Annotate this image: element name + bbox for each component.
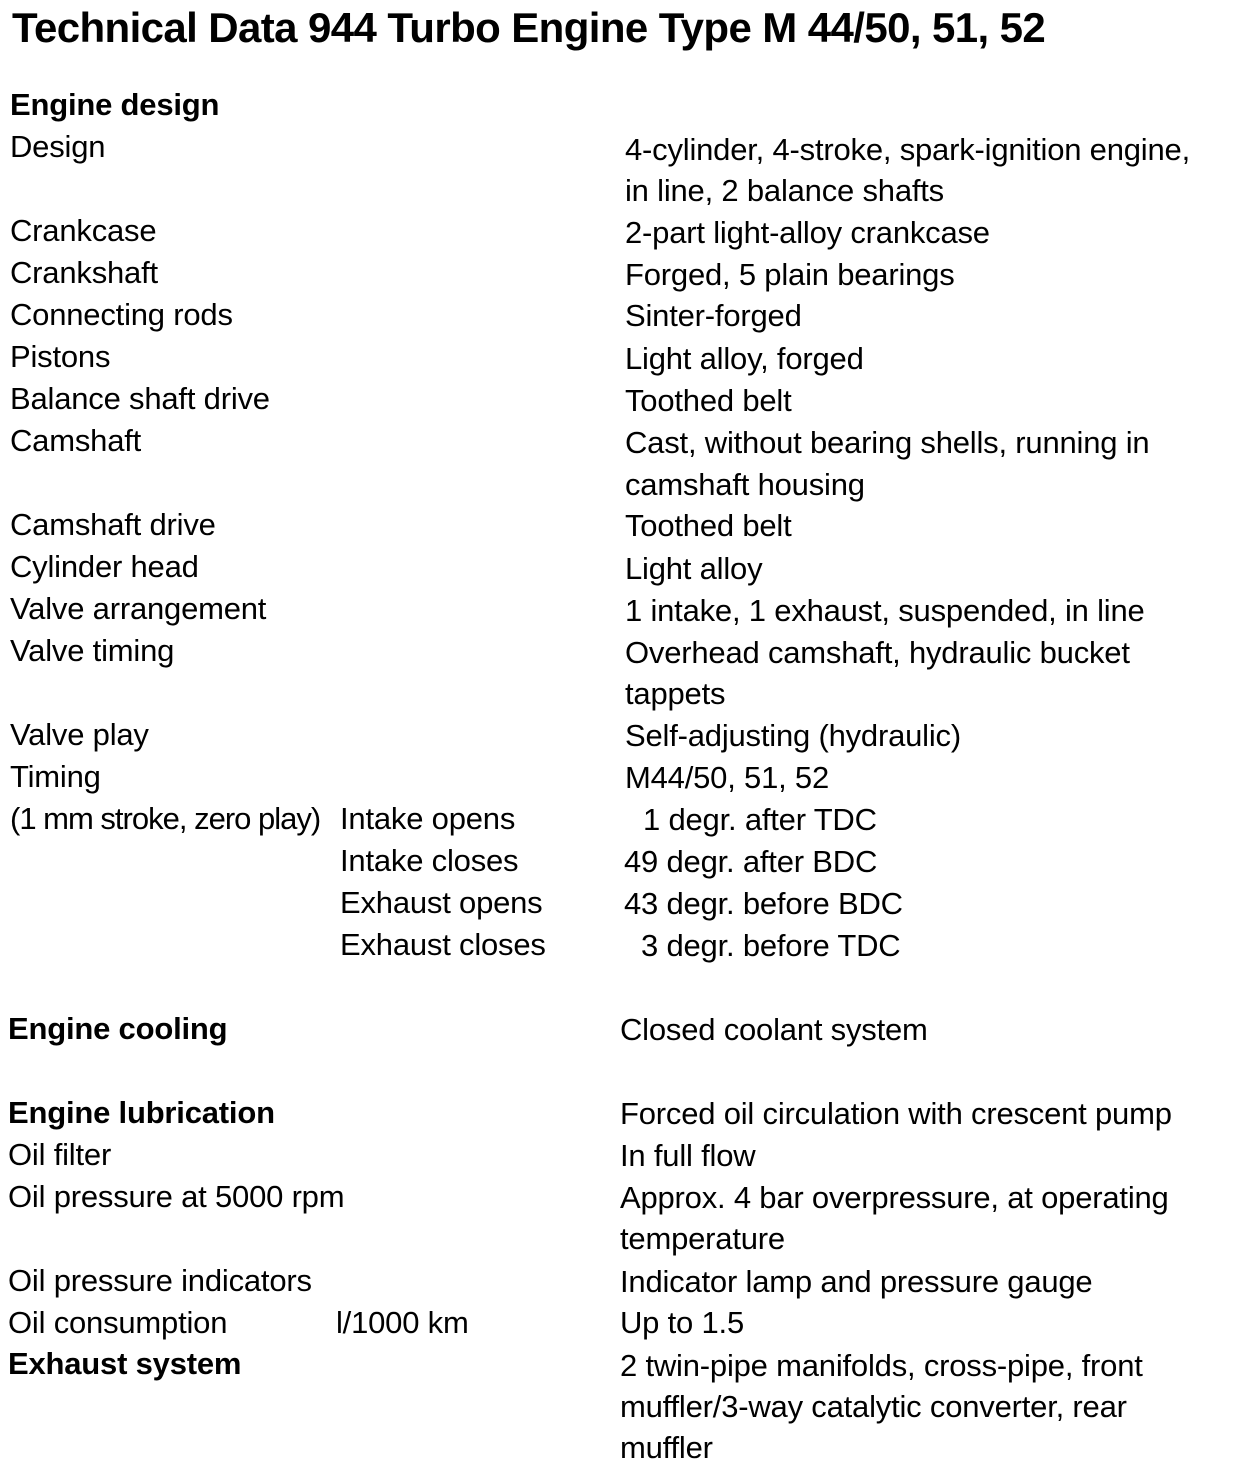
exhaust-system-value-cont2: muffler — [620, 1430, 713, 1465]
engine-lubrication-value: Forced oil circulation with crescent pump — [620, 1096, 1172, 1131]
row-label-oil-pressure: Oil pressure at 5000 rpm — [8, 1179, 345, 1214]
exhaust-system-value-cont: muffler/3-way catalytic converter, rear — [620, 1389, 1127, 1424]
timing-event-exhaust-opens: Exhaust opens — [340, 885, 543, 920]
exhaust-system-value: 2 twin-pipe manifolds, cross-pipe, front — [620, 1348, 1143, 1383]
row-value-oil-consumption: Up to 1.5 — [620, 1305, 745, 1340]
row-label-crankshaft: Crankshaft — [10, 255, 158, 290]
row-label-balance-shaft-drive: Balance shaft drive — [10, 381, 270, 416]
timing-event-intake-closes: Intake closes — [340, 843, 519, 878]
row-unit-oil-consumption: l/1000 km — [336, 1305, 469, 1340]
row-value-valve-timing: Overhead camshaft, hydraulic bucket — [625, 635, 1130, 670]
timing-event-exhaust-closes: Exhaust closes — [340, 927, 546, 962]
row-label-valve-play: Valve play — [10, 717, 149, 752]
row-label-oil-consumption: Oil consumption — [8, 1305, 228, 1340]
timing-value-intake-closes: 49 degr. after BDC — [624, 844, 878, 879]
row-value-cylinder-head: Light alloy — [625, 551, 763, 586]
row-value-pistons: Light alloy, forged — [625, 341, 864, 376]
row-value-camshaft-drive: Toothed belt — [625, 508, 792, 543]
section-heading-engine-design: Engine design — [10, 87, 220, 122]
row-value-valve-arrangement: 1 intake, 1 exhaust, suspended, in line — [625, 593, 1145, 628]
page-title: Technical Data 944 Turbo Engine Type M 44/50, 51, 52 — [12, 4, 1046, 51]
section-heading-engine-cooling: Engine cooling — [8, 1011, 228, 1046]
row-value-crankshaft: Forged, 5 plain bearings — [625, 257, 955, 292]
row-label-camshaft-drive: Camshaft drive — [10, 507, 216, 542]
row-label-crankcase: Crankcase — [10, 213, 157, 248]
row-label-camshaft: Camshaft — [10, 423, 142, 458]
row-label-cylinder-head: Cylinder head — [10, 549, 199, 584]
row-value-oil-pressure-indicators: Indicator lamp and pressure gauge — [620, 1264, 1093, 1299]
row-value-valve-play: Self-adjusting (hydraulic) — [625, 718, 961, 753]
timing-note: (1 mm stroke, zero play) — [10, 801, 321, 836]
row-value-design-cont: in line, 2 balance shafts — [625, 173, 944, 208]
section-heading-engine-lubrication: Engine lubrication — [8, 1095, 275, 1130]
row-label-oil-pressure-indicators: Oil pressure indicators — [8, 1263, 312, 1298]
row-value-oil-filter: In full flow — [620, 1138, 756, 1173]
timing-value-exhaust-closes: 3 degr. before TDC — [641, 928, 901, 963]
row-value-connecting-rods: Sinter-forged — [625, 298, 802, 333]
row-label-connecting-rods: Connecting rods — [10, 297, 233, 332]
row-label-valve-timing: Valve timing — [10, 633, 175, 668]
row-value-balance-shaft-drive: Toothed belt — [625, 383, 792, 418]
timing-value-intake-opens: 1 degr. after TDC — [643, 802, 877, 837]
row-label-oil-filter: Oil filter — [8, 1137, 112, 1172]
row-label-valve-arrangement: Valve arrangement — [10, 591, 267, 626]
row-label-timing: Timing — [10, 759, 101, 794]
engine-cooling-value: Closed coolant system — [620, 1012, 928, 1047]
row-value-crankcase: 2-part light-alloy crankcase — [625, 215, 990, 250]
timing-value-exhaust-opens: 43 degr. before BDC — [624, 886, 903, 921]
row-value-oil-pressure: Approx. 4 bar overpressure, at operating — [620, 1180, 1169, 1215]
row-value-camshaft-cont: camshaft housing — [625, 467, 865, 502]
row-value-design: 4-cylinder, 4-stroke, spark-ignition engine, — [625, 132, 1190, 167]
timing-event-intake-opens: Intake opens — [340, 801, 516, 836]
row-label-pistons: Pistons — [10, 339, 111, 374]
row-label-design: Design — [10, 129, 106, 164]
row-value-timing: M44/50, 51, 52 — [625, 760, 830, 795]
row-value-camshaft: Cast, without bearing shells, running in — [625, 425, 1150, 460]
section-heading-exhaust-system: Exhaust system — [8, 1346, 242, 1381]
row-value-oil-pressure-cont: temperature — [620, 1221, 785, 1256]
row-value-valve-timing-cont: tappets — [625, 676, 726, 711]
